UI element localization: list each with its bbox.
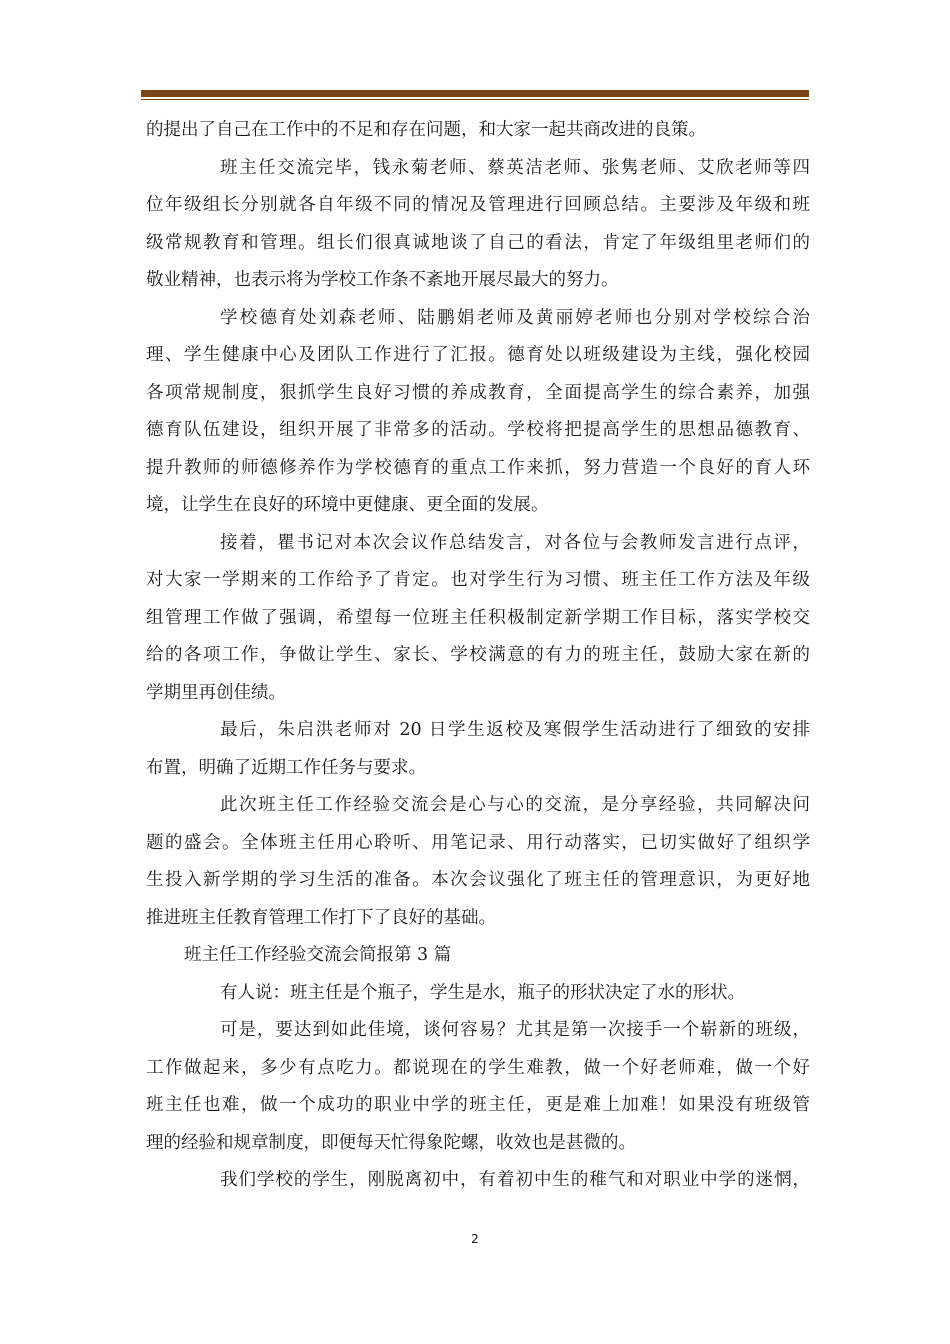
text-line: 题的盛会。全体班主任用心聆听、用笔记录、用行动落实，已切实做好了组织学 bbox=[146, 832, 810, 853]
page-number: 2 bbox=[471, 1232, 479, 1246]
text-line: 学期里再创佳绩。 bbox=[146, 682, 286, 703]
text-line: 理的经验和规章制度，即便每天忙得象陀螺，收效也是甚微的。 bbox=[146, 1132, 636, 1153]
text-line: 学校德育处刘森老师、陆鹏娟老师及黄丽婷老师也分别对学校综合治 bbox=[220, 307, 810, 328]
text-line: 组管理工作做了强调，希望每一位班主任积极制定新学期工作目标，落实学校交 bbox=[146, 607, 810, 628]
header-rule bbox=[141, 90, 809, 97]
text-line: 位年级组长分别就各自年级不同的情况及管理进行回顾总结。主要涉及年级和班 bbox=[146, 195, 810, 215]
text-line: 敬业精神，也表示将为学校工作条不紊地开展尽最大的努力。 bbox=[146, 270, 619, 290]
text-line: 接着，瞿书记对本次会议作总结发言，对各位与会教师发言进行点评， bbox=[220, 532, 810, 553]
text-line: 境，让学生在良好的环境中更健康、更全面的发展。 bbox=[146, 495, 549, 515]
text-line: 最后，朱启洪老师对 20 日学生返校及寒假学生活动进行了细致的安排 bbox=[220, 720, 810, 740]
text-line: 班主任交流完毕，钱永菊老师、蔡英洁老师、张隽老师、艾欣老师等四 bbox=[220, 157, 810, 178]
text-line: 此次班主任工作经验交流会是心与心的交流，是分享经验，共同解决问 bbox=[220, 795, 810, 815]
text-line: 各项常规制度，狠抓学生良好习惯的养成教育，全面提高学生的综合素养，加强 bbox=[146, 382, 810, 403]
text-line: 级常规教育和管理。组长们很真诚地谈了自己的看法，肯定了年级组里老师们的 bbox=[146, 232, 810, 253]
text-line: 对大家一学期来的工作给予了肯定。也对学生行为习惯、班主任工作方法及年级 bbox=[146, 570, 810, 590]
text-line: 有人说：班主任是个瓶子，学生是水，瓶子的形状决定了水的形状。 bbox=[220, 982, 745, 1003]
text-line: 给的各项工作，争做让学生、家长、学校满意的有力的班主任，鼓励大家在新的 bbox=[146, 645, 810, 665]
text-line: 生投入新学期的学习生活的准备。本次会议强化了班主任的管理意识，为更好地 bbox=[146, 870, 810, 890]
text-line: 可是，要达到如此佳境，谈何容易？尤其是第一次接手一个崭新的班级， bbox=[220, 1020, 810, 1040]
text-line: 理、学生健康中心及团队工作进行了汇报。德育处以班级建设为主线，强化校园 bbox=[146, 345, 810, 365]
text-line: 我们学校的学生，刚脱离初中，有着初中生的稚气和对职业中学的迷惘， bbox=[220, 1170, 810, 1190]
header-rule-thin bbox=[141, 99, 809, 100]
text-line: 提升教师的师德修养作为学校德育的重点工作来抓，努力营造一个良好的育人环 bbox=[146, 457, 810, 478]
document-body bbox=[146, 112, 810, 1200]
text-line: 班主任也难，做一个成功的职业中学的班主任，更是难上加难！如果没有班级管 bbox=[146, 1095, 810, 1115]
text-line: 德育队伍建设，组织开展了非常多的活动。学校将把提高学生的思想品德教育、 bbox=[146, 420, 810, 440]
section-heading: 班主任工作经验交流会简报第 3 篇 bbox=[184, 945, 452, 965]
text-line: 工作做起来，多少有点吃力。都说现在的学生难教，做一个好老师难，做一个好 bbox=[146, 1057, 810, 1078]
text-line: 布置，明确了近期工作任务与要求。 bbox=[146, 757, 426, 778]
text-line: 的提出了自己在工作中的不足和存在问题，和大家一起共商改进的良策。 bbox=[146, 120, 706, 140]
text-line: 推进班主任教育管理工作打下了良好的基础。 bbox=[146, 907, 496, 928]
